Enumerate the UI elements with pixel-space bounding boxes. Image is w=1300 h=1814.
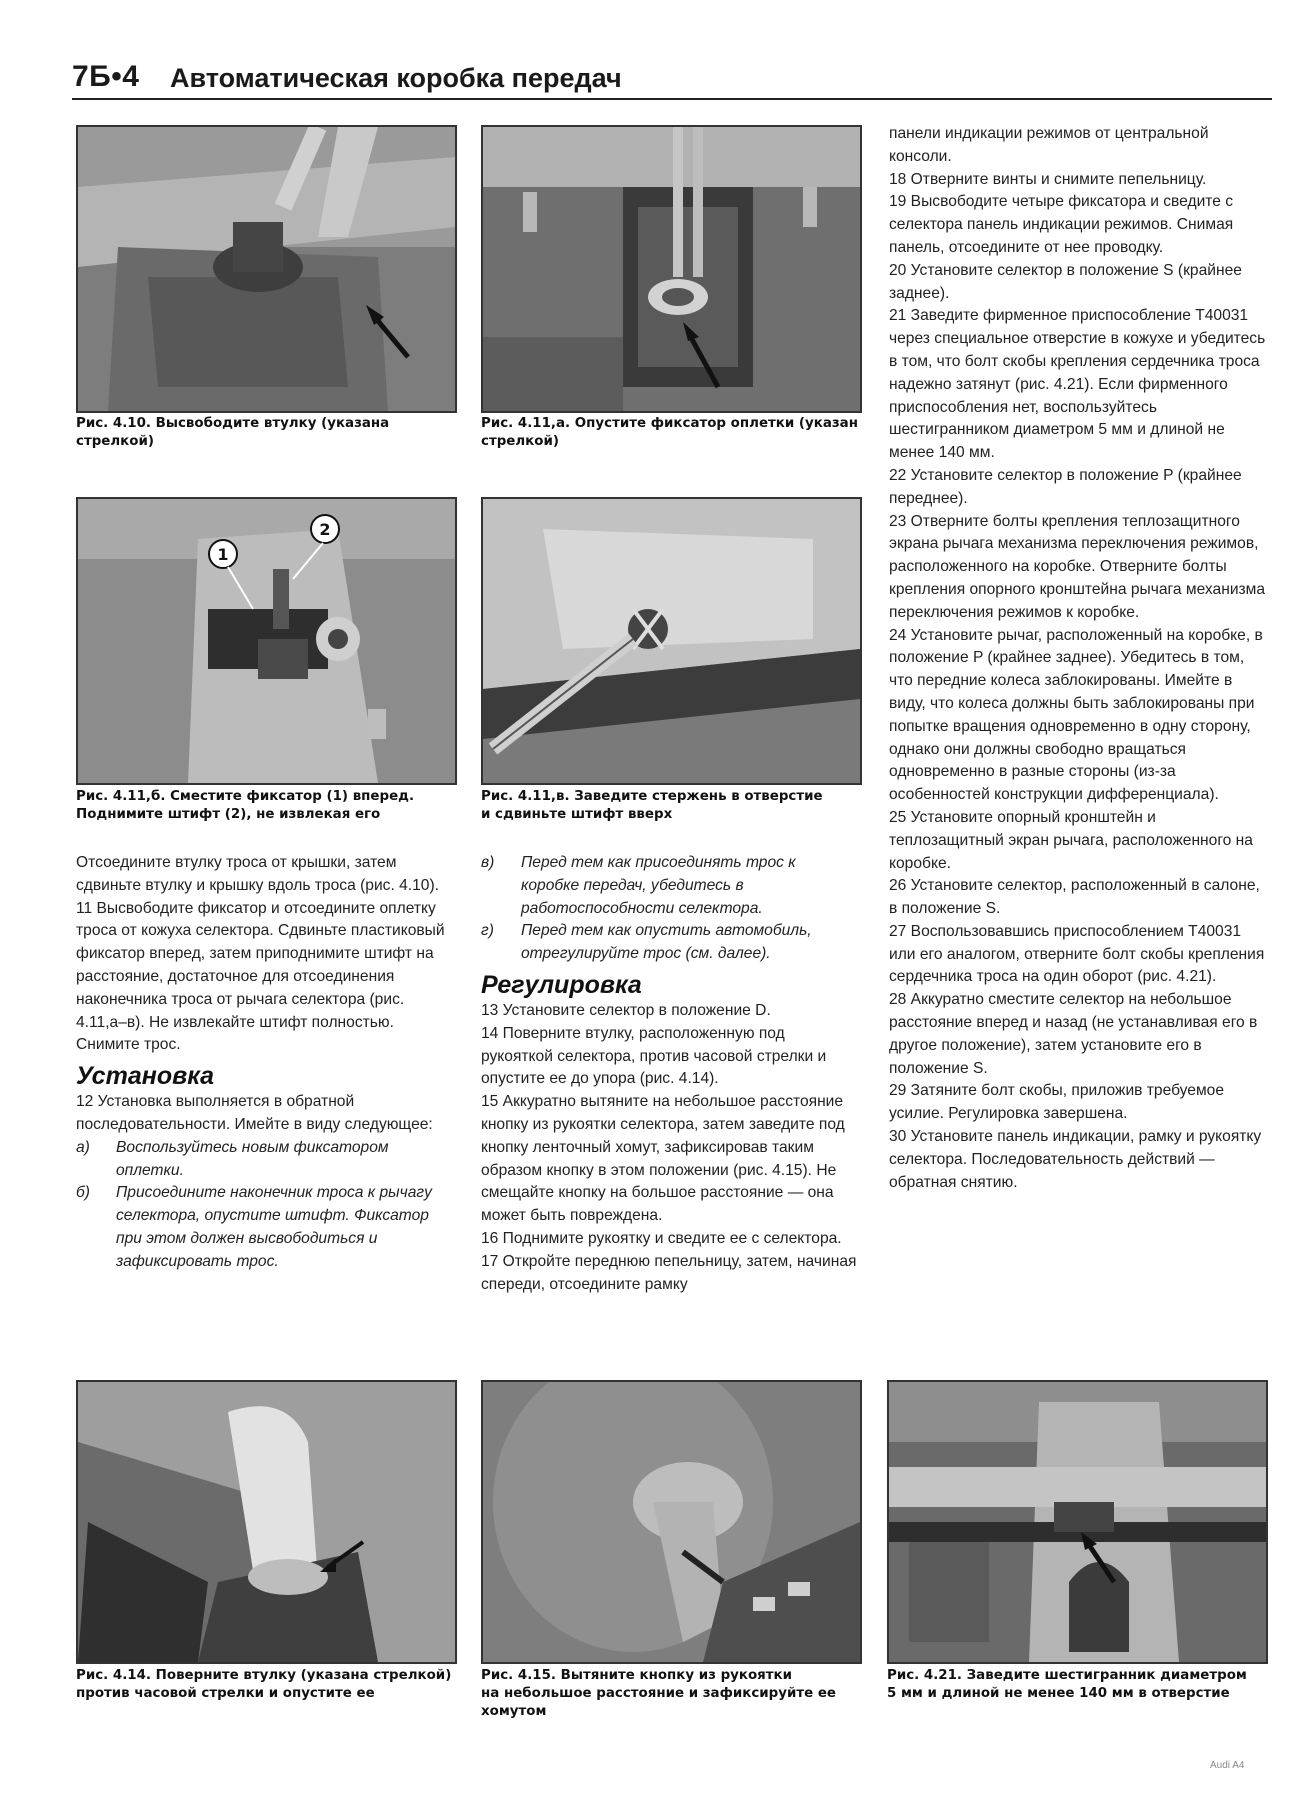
- caption-fig-4-15: Рис. 4.15. Вытяните кнопку из рукоятки на небольшое расстояние и зафиксируйте ее хомутом: [481, 1668, 837, 1719]
- photo-fig-4-10: [76, 125, 457, 413]
- callout-1: 1: [217, 545, 229, 564]
- page-header: [72, 60, 1272, 100]
- list-item: в) Перед тем как присоединять трос к коробке передач, убедитесь в работоспособности селектора.: [481, 854, 796, 917]
- photo-fig-4-14: [76, 1380, 457, 1664]
- list-item: а) Воспользуйтесь новым фиксатором оплетки.: [76, 1138, 389, 1179]
- caption-fig-4-11a: Рис. 4.11,а. Опустите фиксатор оплетки (указан стрелкой): [481, 416, 858, 449]
- photo-fig-4-11v: [481, 497, 862, 785]
- footer-mark: Audi A4: [1210, 1760, 1245, 1771]
- column-3-text: панели индикации режимов от центральной консоли. 18 Отверните винты и снимите пепельницу. 19 Высвободите четыре фиксатора и сведите с селектора панель индикации режимов. Снимая панель, отсоедините от нее проводку. 20 Установите селектор в положение S (крайнее заднее). 21 Заведите фирменное приспособление T40031 через специальное отверстие в кожухе и убедитесь в том, что болт скобы крепления сердечника троса надежно затянут (рис. 4.21). Если фирменного приспособления нет, воспользуйтесь шестигранником диаметром 5 мм и длиной не менее 140 мм. 22 Установите селектор в положение P (крайнее переднее). 23 Отверните болты крепления теплозащитного экрана рычага механизма переключения режимов, расположенного на коробке. Отверните болты крепления опорного кронштейна рычага механизма переключения режимов к коробке. 24 Установите рычаг, расположенный на коробке, в положение P (крайнее заднее). Убедитесь в том, что передние колеса заблокированы. Имейте в виду, что колеса должны быть заблокированы при попытке вращения одновременно в одну сторону, однако они должны свободно вращаться одновременно в разные стороны (из-за особенностей конструкции дифференциала). 25 Установите опорный кронштейн и теплозащитный экран рычага, расположенного на коробке. 26 Установите селектор, расположенный в салоне, в положение S. 27 Воспользовавшись приспособлением T40031 или его аналогом, отверните болт скобы крепления сердечника троса на один оборот (рис. 4.21). 28 Аккуратно сместите селектор на небольшое расстояние вперед и назад (не устанавливая его в другое положение), затем установите его в положение S. 29 Затяните болт скобы, приложив требуемое усилие. Регулировка завершена. 30 Установите панель индикации, рамку и рукоятку селектора. Последовательность действий — обратная снятию.: [889, 125, 1266, 1191]
- photo-fig-4-21: [887, 1380, 1268, 1664]
- heading-adjustment: Регулировка: [481, 970, 642, 999]
- chapter-title: Автоматическая коробка передач: [170, 63, 622, 93]
- caption-fig-4-10: Рис. 4.10. Высвободите втулку (указана стрелкой): [76, 416, 390, 449]
- header-rule: [72, 98, 1272, 100]
- heading-installation: Установка: [76, 1062, 215, 1091]
- caption-fig-4-11v: Рис. 4.11,в. Заведите стержень в отверстие и сдвиньте штифт вверх: [481, 789, 823, 822]
- list-item: г) Перед тем как опустить автомобиль, отрегулируйте трос (см. далее).: [481, 922, 812, 963]
- photo-fig-4-11a: [481, 125, 862, 413]
- page-number: 7Б•4: [72, 60, 140, 93]
- column-1-text: Отсоедините втулку троса от крышки, затем сдвиньте втулку и крышку вдоль троса (рис. 4.10). 11 Высвободите фиксатор и отсоедините оплетку троса от кожуха селектора. Сдвиньте пластиковый фиксатор вперед, затем приподнимите штифт на расстояние, достаточное для отсоединения наконечника троса от рычага селектора (рис. 4.11,а–в). Не извлекайте штифт полностью. Снимите трос. Установка 12 Установка выполняется в обратной последовательности. Имейте в виду следующее: а) Воспользуйтесь новым фиксатором оплетки. б) Присоедините наконечник троса к рычагу селектора, опустите штифт. Фиксатор при этом должен высвободиться и зафиксировать трос.: [76, 852, 453, 1274]
- list-item: б) Присоедините наконечник троса к рычагу селектора, опустите штифт. Фиксатор при этом должен высвободиться и зафиксировать трос.: [76, 1184, 432, 1270]
- caption-fig-4-21: Рис. 4.21. Заведите шестигранник диаметром 5 мм и длиной не менее 140 мм в отверстие: [887, 1668, 1247, 1701]
- column-2-text: в) Перед тем как присоединять трос к коробке передач, убедитесь в работоспособности селектора. г) Перед тем как опустить автомобиль, отрегулируйте трос (см. далее). Регулировка 13 Установите селектор в положение D. 14 Поверните втулку, расположенную под рукояткой селектора, против часовой стрелки и опустите ее до упора (рис. 4.14). 15 Аккуратно вытяните на небольшое расстояние кнопку из рукоятки селектора, затем заведите под кнопку ленточный хомут, зафиксировав таким образом кнопку в этом положении (рис. 4.15). Не смещайте кнопку на большое расстояние — она может быть повреждена. 16 Поднимите рукоятку и сведите ее с селектора. 17 Откройте переднюю пепельницу, затем, начиная спереди, отсоедините рамку: [481, 854, 857, 1293]
- caption-fig-4-14: Рис. 4.14. Поверните втулку (указана стрелкой) против часовой стрелки и опустите ее: [76, 1668, 452, 1701]
- callout-2: 2: [319, 520, 331, 539]
- photo-fig-4-11b: [76, 497, 457, 785]
- photo-fig-4-15: [481, 1380, 862, 1664]
- caption-fig-4-11b: Рис. 4.11,б. Сместите фиксатор (1) вперед. Поднимите штифт (2), не извлекая его: [76, 789, 415, 822]
